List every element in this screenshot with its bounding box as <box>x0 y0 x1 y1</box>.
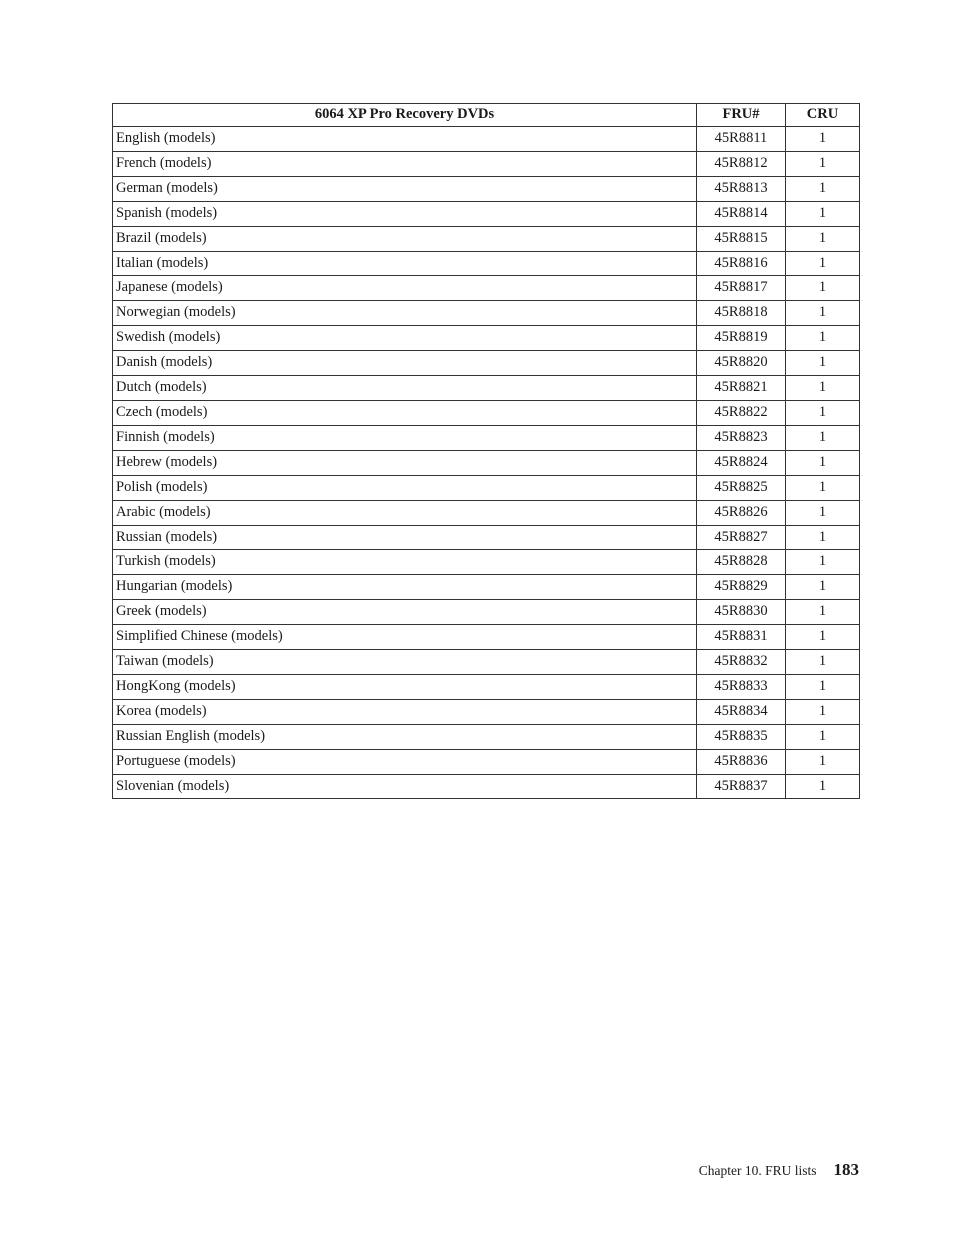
cell-cru: 1 <box>786 425 860 450</box>
table-row <box>113 276 860 301</box>
cell-description: Simplified Chinese (models) <box>113 625 697 650</box>
table-row <box>113 575 860 600</box>
table-row <box>113 351 860 376</box>
table-row <box>113 251 860 276</box>
cell-description: Danish (models) <box>113 351 697 376</box>
cell-description: HongKong (models) <box>113 674 697 699</box>
cell-cru: 1 <box>786 326 860 351</box>
chapter-title: Chapter 10. FRU lists <box>698 1163 817 1178</box>
cell-fru: 45R8826 <box>697 500 786 525</box>
cell-description: Japanese (models) <box>113 276 697 301</box>
cell-description: Hungarian (models) <box>113 575 697 600</box>
table-row <box>113 475 860 500</box>
table-row <box>113 301 860 326</box>
cell-cru: 1 <box>786 400 860 425</box>
table-row <box>113 127 860 152</box>
cell-fru: 45R8820 <box>697 351 786 376</box>
cell-cru: 1 <box>786 176 860 201</box>
cell-cru: 1 <box>786 550 860 575</box>
cell-description: English (models) <box>113 127 697 152</box>
cell-cru: 1 <box>786 525 860 550</box>
cell-description: Hebrew (models) <box>113 450 697 475</box>
table-header-row <box>113 104 860 127</box>
cell-cru: 1 <box>786 575 860 600</box>
cell-description: Greek (models) <box>113 600 697 625</box>
cell-fru: 45R8814 <box>697 201 786 226</box>
cell-description: German (models) <box>113 176 697 201</box>
cell-cru: 1 <box>786 625 860 650</box>
cell-cru: 1 <box>786 351 860 376</box>
table-row <box>113 450 860 475</box>
cell-cru: 1 <box>786 226 860 251</box>
cell-description: Arabic (models) <box>113 500 697 525</box>
table-row <box>113 699 860 724</box>
cell-fru: 45R8824 <box>697 450 786 475</box>
cell-fru: 45R8829 <box>697 575 786 600</box>
cell-fru: 45R8837 <box>697 774 786 799</box>
cell-fru: 45R8817 <box>697 276 786 301</box>
cell-cru: 1 <box>786 674 860 699</box>
cell-cru: 1 <box>786 127 860 152</box>
cell-description: Korea (models) <box>113 699 697 724</box>
cell-cru: 1 <box>786 376 860 401</box>
cell-cru: 1 <box>786 749 860 774</box>
cell-description: Portuguese (models) <box>113 749 697 774</box>
header-description: 6064 XP Pro Recovery DVDs <box>113 104 697 127</box>
cell-fru: 45R8818 <box>697 301 786 326</box>
cell-fru: 45R8821 <box>697 376 786 401</box>
cell-cru: 1 <box>786 450 860 475</box>
cell-description: Swedish (models) <box>113 326 697 351</box>
cell-cru: 1 <box>786 699 860 724</box>
cell-cru: 1 <box>786 151 860 176</box>
table-row <box>113 674 860 699</box>
table-row <box>113 176 860 201</box>
cell-cru: 1 <box>786 500 860 525</box>
cell-fru: 45R8816 <box>697 251 786 276</box>
cell-fru: 45R8827 <box>697 525 786 550</box>
cell-description: Slovenian (models) <box>113 774 697 799</box>
table-row <box>113 749 860 774</box>
table-row <box>113 326 860 351</box>
cell-fru: 45R8819 <box>697 326 786 351</box>
page-footer <box>699 1160 859 1180</box>
cell-cru: 1 <box>786 301 860 326</box>
table-row <box>113 550 860 575</box>
cell-description: Norwegian (models) <box>113 301 697 326</box>
table-row <box>113 425 860 450</box>
cell-fru: 45R8830 <box>697 600 786 625</box>
table-row <box>113 151 860 176</box>
table-row <box>113 724 860 749</box>
cell-cru: 1 <box>786 724 860 749</box>
table-row <box>113 650 860 675</box>
cell-description: Turkish (models) <box>113 550 697 575</box>
cell-fru: 45R8833 <box>697 674 786 699</box>
table-row <box>113 774 860 799</box>
cell-description: Spanish (models) <box>113 201 697 226</box>
cell-description: Dutch (models) <box>113 376 697 401</box>
table-body <box>113 127 860 799</box>
table-row <box>113 600 860 625</box>
cell-cru: 1 <box>786 650 860 675</box>
header-cru: CRU <box>786 104 860 127</box>
table-row <box>113 376 860 401</box>
cell-description: Polish (models) <box>113 475 697 500</box>
cell-description: French (models) <box>113 151 697 176</box>
table-row <box>113 525 860 550</box>
cell-fru: 45R8834 <box>697 699 786 724</box>
header-fru: FRU# <box>697 104 786 127</box>
cell-cru: 1 <box>786 201 860 226</box>
cell-description: Russian (models) <box>113 525 697 550</box>
cell-cru: 1 <box>786 600 860 625</box>
table-row <box>113 226 860 251</box>
cell-description: Brazil (models) <box>113 226 697 251</box>
cell-fru: 45R8828 <box>697 550 786 575</box>
fru-table <box>112 103 860 799</box>
cell-description: Russian English (models) <box>113 724 697 749</box>
cell-fru: 45R8812 <box>697 151 786 176</box>
cell-fru: 45R8823 <box>697 425 786 450</box>
cell-cru: 1 <box>786 276 860 301</box>
cell-description: Italian (models) <box>113 251 697 276</box>
cell-cru: 1 <box>786 251 860 276</box>
cell-cru: 1 <box>786 774 860 799</box>
cell-fru: 45R8831 <box>697 625 786 650</box>
cell-fru: 45R8832 <box>697 650 786 675</box>
cell-fru: 45R8815 <box>697 226 786 251</box>
cell-description: Taiwan (models) <box>113 650 697 675</box>
table-row <box>113 500 860 525</box>
cell-fru: 45R8811 <box>697 127 786 152</box>
table-row <box>113 400 860 425</box>
table-row <box>113 625 860 650</box>
cell-fru: 45R8822 <box>697 400 786 425</box>
cell-fru: 45R8825 <box>697 475 786 500</box>
cell-description: Finnish (models) <box>113 425 697 450</box>
table-row <box>113 201 860 226</box>
cell-cru: 1 <box>786 475 860 500</box>
cell-fru: 45R8836 <box>697 749 786 774</box>
cell-fru: 45R8835 <box>697 724 786 749</box>
cell-fru: 45R8813 <box>697 176 786 201</box>
cell-description: Czech (models) <box>113 400 697 425</box>
page-number: 183 <box>833 1160 859 1179</box>
